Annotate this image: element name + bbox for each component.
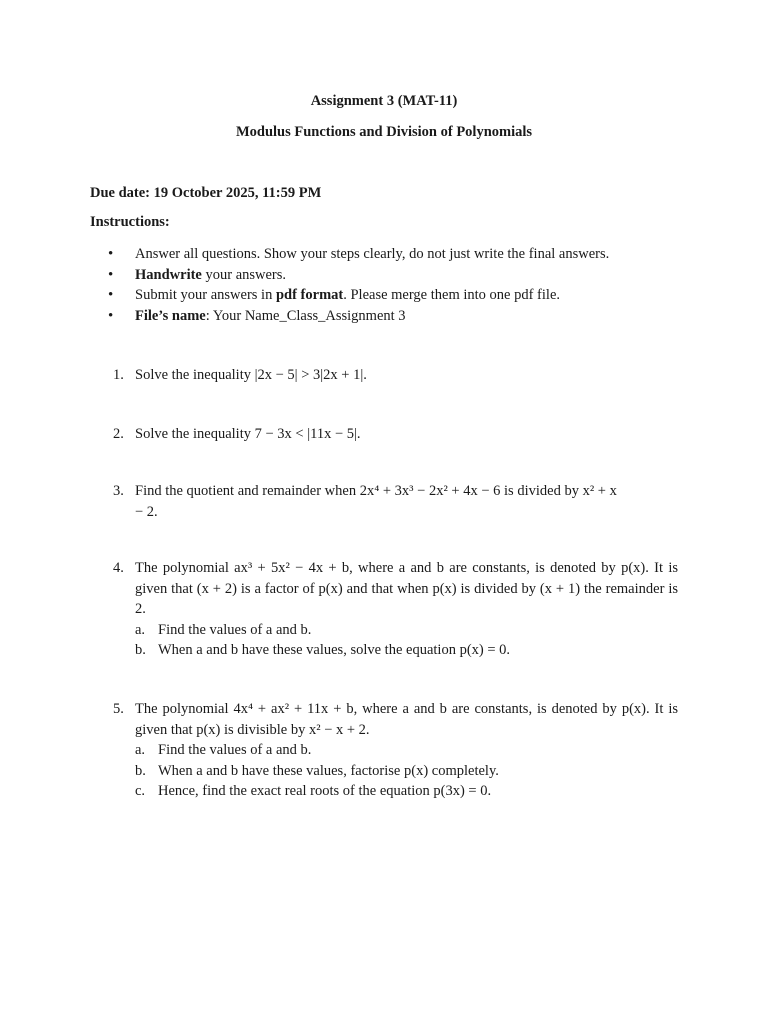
question-number: 1.: [113, 367, 124, 383]
question-part: [135, 761, 678, 782]
question-text: The polynomial ax³ + 5x² − 4x + b, where a and b are constants, is denoted by p(x). It is given that (x + 2) is a factor of p(x) and that when p(x) is divided by (x + 1) the remainder is 2.: [135, 560, 678, 617]
part-label: b.: [135, 642, 146, 658]
instruction-item: • File’s name: Your Name_Class_Assignment 3: [108, 306, 609, 327]
instruction-item: • Submit your answers in pdf format. Please merge them into one pdf file.: [108, 285, 609, 306]
page-subtitle: Modulus Functions and Division of Polynomials: [235, 124, 533, 140]
part-text: When a and b have these values, factorise p(x) completely.: [158, 762, 499, 779]
question-number: 5.: [113, 701, 124, 717]
page-title: Assignment 3 (MAT-11): [310, 93, 458, 109]
part-text: Find the values of a and b.: [158, 742, 312, 758]
question-number: 4.: [113, 560, 124, 576]
question-part: [135, 640, 678, 661]
part-text: Hence, find the exact real roots of the equation p(3x) = 0.: [158, 783, 492, 799]
instructions-heading: Instructions:: [90, 214, 170, 230]
question-number: 2.: [113, 426, 124, 442]
question-part: [135, 781, 678, 802]
question-text: Solve the inequality 7 − 3x < |11x − 5|.: [135, 426, 361, 442]
question-text: The polynomial 4x⁴ + ax² + 11x + b, where a and b are constants, is denoted by p(x). It is given that p(x) is divisible by x² − x + 2.: [135, 701, 678, 738]
part-label: c.: [135, 783, 146, 799]
instruction-item: • Handwrite your answers.: [108, 265, 609, 286]
part-text: When a and b have these values, solve the equation p(x) = 0.: [158, 642, 511, 658]
question-text: Find the quotient and remainder when 2x⁴ + 3x³ − 2x² + 4x − 6 is divided by x² + x − 2.: [135, 483, 617, 520]
question-number: 3.: [113, 483, 124, 499]
part-text: Find the values of a and b.: [158, 621, 312, 638]
question-4: [113, 558, 678, 661]
instructions-list: [108, 244, 609, 326]
part-label: a.: [135, 621, 146, 638]
due-date: Due date: 19 October 2025, 11:59 PM: [90, 185, 322, 201]
part-label: b.: [135, 762, 146, 779]
question-2: [113, 424, 678, 445]
instruction-item: • Answer all questions. Show your steps clearly, do not just write the final answers.: [108, 244, 609, 265]
part-label: a.: [135, 742, 146, 758]
question-text: Solve the inequality |2x − 5| > 3|2x + 1|.: [135, 367, 367, 383]
question-3: [113, 481, 623, 522]
question-1: [113, 365, 678, 386]
question-part: [135, 620, 678, 641]
question-part: [135, 740, 678, 761]
question-5: [113, 699, 678, 802]
